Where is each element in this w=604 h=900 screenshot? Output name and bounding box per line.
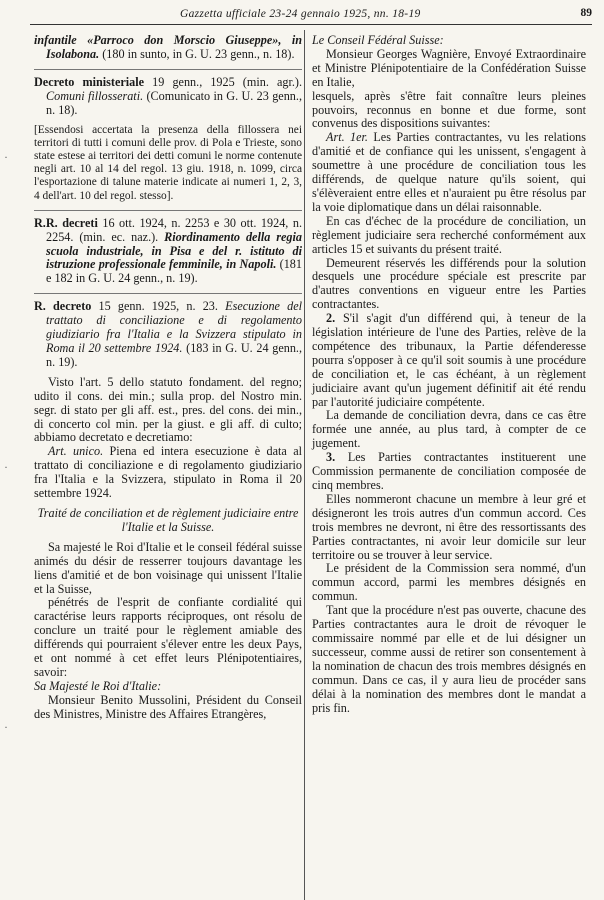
treaty-title: Traité de conciliation et de règlement judiciaire entre l'Italie et la Suisse.: [37, 505, 299, 534]
article-3-p2: Elles nommeront chacune un membre à leur gré et désigneront les trois autres d'un commun accord. Ces trois membres ne devront, ni être des ressortissants des Parties contractantes, ni avoir leur domicile sur leur territoire ou se trouver à leur service.: [312, 491, 586, 562]
article-3-p3: Le président de la Commission sera nommé, d'un commun accord, parmi les membres désignés en commun.: [312, 561, 586, 604]
fillossera-note: [Essendosi accertata la presenza della fillossera nei territori di tutti i comuni delle prov. di Pola e Trieste, sono state estese ai territori dei detti comuni le norme contenute negli art. 10 al 14 del regol. 13 giu. 1918, n. 1099, circa l'esportazione di talune materie indicate ai numeri 1, 2, 3, 4 dell'art. 10 del regol. stesso].: [34, 123, 302, 202]
plenipotentiary-swiss: Monsieur Georges Wagnière, Envoyé Extraordinaire et Ministre Plénipotentiaire de la Confédération Suisse en Italie,: [312, 46, 586, 89]
entry-decreto-ministeriale: Decreto ministeriale 19 genn., 1925 (min. agr.). Comuni fillosserati. (Comunicato in G. U. 23 genn., n. 18).: [34, 74, 302, 117]
entry-r-decreto: R. decreto 15 genn. 1925, n. 23. Esecuzione del trattato di conciliazione e di regolamento giudiziario fra l'Italia e la Svizzera stipulato in Roma il 20 settembre 1924. (183 in G. U. 24 genn., n. 19).: [34, 299, 303, 369]
separator: [34, 69, 302, 70]
preamble: Sa majesté le Roi d'Italie et le conseil fédéral suisse animés du désir de resserrer toujours davantage les liens d'amitié et de bon voisinage qui unissent l'Italie et la Suisse,: [34, 539, 302, 596]
plenipotentiary-heading-italy: Sa Majesté le Roi d'Italie:: [34, 678, 162, 693]
convened-paragraph: lesquels, après s'être fait connaître leurs pleines pouvoirs, reconnus en bonne et due forme, sont convenus des dispositions suivantes:: [312, 88, 586, 131]
preamble-2: pénétrés de l'esprit de confiante cordialité qui caractérise leurs rapports réciproques, ont résolu de conclure un traité pour le règlement amiable des différends qui pourraient s'élever entre les deux Pays, et ont nommé à cet effet leurs Plénipotentiaires, savoir:: [34, 595, 302, 679]
article-1-p3: Demeurent réservés les différends pour la solution desquels une procédure spéciale est prescrite par d'autres conventions en vigueur entre les Parties contractantes.: [312, 255, 586, 312]
article-3: 3. Les Parties contractantes instituerent une Commission permanente de conciliation composée de cinq membres.: [312, 450, 587, 492]
entry-parroco: infantile «Parroco don Morscio Giuseppe», in Isolabona. (180 in sunto, in G. U. 23 genn., n. 18).: [34, 33, 302, 61]
entry-rr-decreti: R.R. decreti 16 ott. 1924, n. 2253 e 30 ott. 1924, n. 2254. (min. ec. naz.). Riordinamento della regia scuola industriale, in Pisa e del r. istituto di istruzione professionale femminile, in Napoli. (181 e 182 in G. U. 24 genn., n. 19).: [34, 215, 302, 286]
page-header: [30, 4, 592, 25]
plenipotentiary-italy: Monsieur Benito Mussolini, Président du Conseil des Ministres, Ministre des Affaires Etrangères,: [34, 692, 302, 721]
right-column: [312, 34, 586, 715]
margin-mark: ·: [4, 460, 8, 474]
margin-mark: ·: [4, 720, 8, 734]
article-1: Art. 1er. Les Parties contractantes, vu les relations d'amitié et de confiance qui les unissent, s'engagent à soumettre à une procédure de conciliation tous les différends, de quelque nature qu'ils soient, qui s'élèveraient entre elles et n'auraient pu être résolus par la voie diplomatique dans un délai raisonnable.: [312, 130, 587, 214]
article-2: 2. S'il s'agit d'un différend qui, à teneur de la législation intérieure de l'une des Parties, relève de la compétence des tribunaux, la Partie défenderesse pourra s'opposer à ce qu'il soit soumis à une procédure de conciliation et, le cas échéant, à un règlement judiciaire avant qu'un jugement définitif ait été rendu par l'autorité judiciaire compétente.: [312, 311, 587, 409]
left-column: [34, 34, 302, 722]
article-3-p4: Tant que la procédure n'est pas ouverte, chacune des Parties contractantes aura le droit de révoquer le commissaire nommé par elle et de lui désigner un successeur, comme aussi de retirer son consentement à la nomination de chacun des trois membres désignés en commun. Dans ce cas, il y aura lieu de procéder sans délai à la nomination des membres dont le mandat a pris fin.: [312, 603, 586, 715]
article-1-p2: En cas d'échec de la procédure de conciliation, un règlement judiciaire sera recherché conformément aux articles 15 et suivants du présent traité.: [312, 213, 586, 256]
plenipotentiary-heading-swiss: Le Conseil Fédéral Suisse:: [312, 33, 444, 47]
article-unique: Art. unico. Piena ed intera esecuzione è data al trattato di conciliazione e di regolamento giudiziario fra l'Italia e la Svizzera, stipulato in Roma il 20 settembre 1924.: [34, 444, 302, 501]
article-2-p2: La demande de conciliation devra, dans ce cas être formée une année, au plus tard, à compter de ce jugement.: [312, 408, 586, 451]
page-number: 89: [580, 7, 592, 19]
separator: [34, 210, 302, 211]
separator: [34, 293, 302, 294]
column-divider: [304, 30, 305, 900]
gazette-title: Gazzetta ufficiale 23-24 gennaio 1925, nn. 18-19: [180, 8, 421, 20]
margin-mark: ·: [4, 150, 8, 164]
visto-paragraph: Visto l'art. 5 dello statuto fondament. del regno; udito il cons. dei min.; sulla prop. del Nostro min. segr. di stato per gli aff. est., pres. del cons. dei min., di concerto col min. per la giust. e gli aff. di culto; abbiamo decretato e decretiamo:: [34, 374, 302, 445]
